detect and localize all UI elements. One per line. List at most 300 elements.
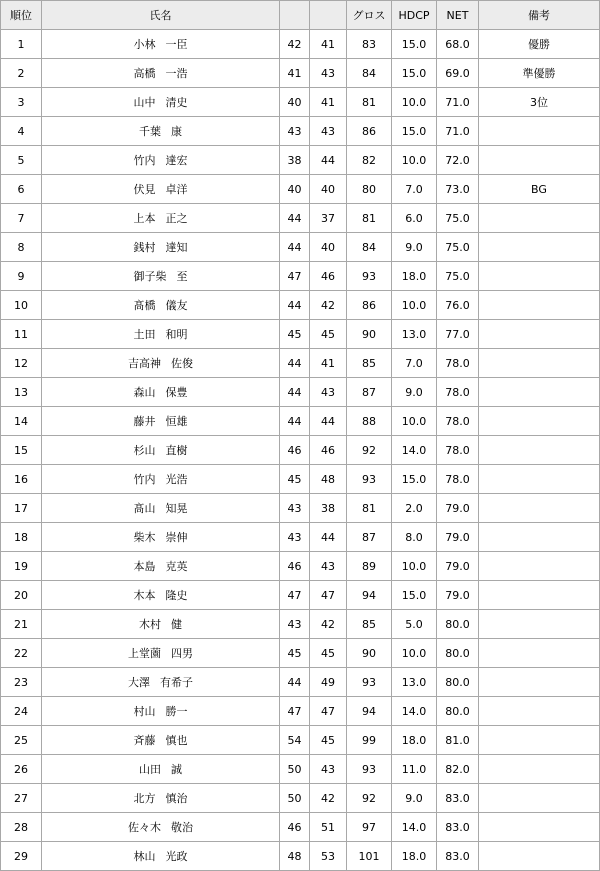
given-name: 有希子 <box>160 676 193 689</box>
hdcp-cell: 6.0 <box>392 204 437 233</box>
in-score-cell: 43 <box>310 755 347 784</box>
in-score-cell: 38 <box>310 494 347 523</box>
net-cell: 78.0 <box>437 407 479 436</box>
gross-cell: 94 <box>347 697 392 726</box>
out-score-cell: 54 <box>280 726 310 755</box>
name-cell <box>42 146 280 175</box>
hdcp-cell: 8.0 <box>392 523 437 552</box>
hdcp-cell: 10.0 <box>392 552 437 581</box>
family-name: 御子柴 <box>133 270 167 283</box>
header-name: 氏名 <box>42 1 280 30</box>
rank-cell: 28 <box>1 813 42 842</box>
out-score-cell: 40 <box>280 175 310 204</box>
gross-cell: 87 <box>347 378 392 407</box>
hdcp-cell: 15.0 <box>392 465 437 494</box>
gross-cell: 86 <box>347 291 392 320</box>
net-cell: 78.0 <box>437 378 479 407</box>
name-cell <box>42 552 280 581</box>
net-cell: 79.0 <box>437 494 479 523</box>
in-score-cell: 44 <box>310 523 347 552</box>
table-row <box>1 697 600 726</box>
hdcp-cell: 9.0 <box>392 233 437 262</box>
hdcp-cell: 15.0 <box>392 30 437 59</box>
gross-cell: 81 <box>347 88 392 117</box>
gross-cell: 81 <box>347 494 392 523</box>
gross-cell: 81 <box>347 204 392 233</box>
out-score-cell: 47 <box>280 581 310 610</box>
note-cell <box>479 233 600 262</box>
header-note: 備考 <box>479 1 600 30</box>
gross-cell: 101 <box>347 842 392 871</box>
gross-cell: 87 <box>347 523 392 552</box>
name-cell <box>42 465 280 494</box>
out-score-cell: 44 <box>280 233 310 262</box>
given-name: 勝一 <box>165 705 188 718</box>
hdcp-cell: 15.0 <box>392 117 437 146</box>
net-cell: 79.0 <box>437 581 479 610</box>
family-name: 村山 <box>133 705 156 718</box>
out-score-cell: 43 <box>280 523 310 552</box>
table-row <box>1 30 600 59</box>
header-gross: グロス <box>347 1 392 30</box>
net-cell: 71.0 <box>437 88 479 117</box>
note-cell <box>479 784 600 813</box>
gross-cell: 84 <box>347 233 392 262</box>
note-cell <box>479 755 600 784</box>
hdcp-cell: 7.0 <box>392 175 437 204</box>
note-cell <box>479 291 600 320</box>
rank-cell: 19 <box>1 552 42 581</box>
in-score-cell: 47 <box>310 581 347 610</box>
name-cell <box>42 30 280 59</box>
name-cell <box>42 610 280 639</box>
table-row <box>1 175 600 204</box>
gross-cell: 90 <box>347 639 392 668</box>
net-cell: 80.0 <box>437 610 479 639</box>
name-cell <box>42 320 280 349</box>
table-body <box>1 30 600 871</box>
rank-cell: 11 <box>1 320 42 349</box>
given-name: 康 <box>171 125 182 138</box>
header-out <box>280 1 310 30</box>
table-row <box>1 117 600 146</box>
rank-cell: 17 <box>1 494 42 523</box>
gross-cell: 89 <box>347 552 392 581</box>
family-name: 上堂薗 <box>128 647 161 660</box>
hdcp-cell: 18.0 <box>392 842 437 871</box>
note-cell <box>479 407 600 436</box>
given-name: 四男 <box>171 647 193 660</box>
hdcp-cell: 5.0 <box>392 610 437 639</box>
in-score-cell: 43 <box>310 59 347 88</box>
gross-cell: 80 <box>347 175 392 204</box>
table-row <box>1 610 600 639</box>
table-row <box>1 407 600 436</box>
gross-cell: 93 <box>347 465 392 494</box>
net-cell: 79.0 <box>437 523 479 552</box>
note-cell <box>479 349 600 378</box>
gross-cell: 82 <box>347 146 392 175</box>
name-cell <box>42 233 280 262</box>
in-score-cell: 47 <box>310 697 347 726</box>
net-cell: 78.0 <box>437 349 479 378</box>
in-score-cell: 42 <box>310 784 347 813</box>
out-score-cell: 44 <box>280 668 310 697</box>
rank-cell: 9 <box>1 262 42 291</box>
rank-cell: 26 <box>1 755 42 784</box>
out-score-cell: 44 <box>280 378 310 407</box>
table-row <box>1 436 600 465</box>
out-score-cell: 45 <box>280 465 310 494</box>
note-cell: BG <box>479 175 600 204</box>
rank-cell: 24 <box>1 697 42 726</box>
out-score-cell: 44 <box>280 204 310 233</box>
net-cell: 83.0 <box>437 813 479 842</box>
out-score-cell: 45 <box>280 639 310 668</box>
given-name: 一臣 <box>165 38 188 51</box>
note-cell <box>479 262 600 291</box>
header-hdcp: HDCP <box>392 1 437 30</box>
name-cell <box>42 436 280 465</box>
header-rank: 順位 <box>1 1 42 30</box>
out-score-cell: 50 <box>280 755 310 784</box>
net-cell: 68.0 <box>437 30 479 59</box>
net-cell: 82.0 <box>437 755 479 784</box>
table-header <box>1 1 600 30</box>
family-name: 髙橋 <box>133 299 156 312</box>
name-cell <box>42 175 280 204</box>
hdcp-cell: 15.0 <box>392 581 437 610</box>
note-cell <box>479 378 600 407</box>
out-score-cell: 45 <box>280 320 310 349</box>
note-cell <box>479 726 600 755</box>
net-cell: 73.0 <box>437 175 479 204</box>
out-score-cell: 44 <box>280 291 310 320</box>
gross-cell: 93 <box>347 668 392 697</box>
name-cell <box>42 378 280 407</box>
in-score-cell: 40 <box>310 175 347 204</box>
name-cell <box>42 88 280 117</box>
out-score-cell: 46 <box>280 552 310 581</box>
hdcp-cell: 2.0 <box>392 494 437 523</box>
note-cell <box>479 639 600 668</box>
family-name: 上本 <box>133 212 156 225</box>
rank-cell: 13 <box>1 378 42 407</box>
table-row <box>1 581 600 610</box>
net-cell: 79.0 <box>437 552 479 581</box>
note-cell <box>479 813 600 842</box>
hdcp-cell: 14.0 <box>392 813 437 842</box>
name-cell <box>42 581 280 610</box>
in-score-cell: 44 <box>310 407 347 436</box>
out-score-cell: 43 <box>280 117 310 146</box>
table-row <box>1 204 600 233</box>
table-row <box>1 88 600 117</box>
hdcp-cell: 14.0 <box>392 436 437 465</box>
net-cell: 77.0 <box>437 320 479 349</box>
family-name: 山田 <box>139 763 161 776</box>
family-name: 吉高神 <box>128 357 161 370</box>
rank-cell: 25 <box>1 726 42 755</box>
note-cell <box>479 465 600 494</box>
in-score-cell: 45 <box>310 726 347 755</box>
given-name: 光政 <box>165 850 188 863</box>
table-row <box>1 233 600 262</box>
given-name: 慎治 <box>165 792 188 805</box>
in-score-cell: 40 <box>310 233 347 262</box>
gross-cell: 93 <box>347 262 392 291</box>
in-score-cell: 37 <box>310 204 347 233</box>
net-cell: 80.0 <box>437 639 479 668</box>
note-cell <box>479 436 600 465</box>
note-cell <box>479 552 600 581</box>
note-cell: 準優勝 <box>479 59 600 88</box>
name-cell <box>42 784 280 813</box>
note-cell <box>479 842 600 871</box>
net-cell: 71.0 <box>437 117 479 146</box>
rank-cell: 18 <box>1 523 42 552</box>
net-cell: 78.0 <box>437 465 479 494</box>
family-name: 小林 <box>133 38 156 51</box>
note-cell <box>479 581 600 610</box>
hdcp-cell: 15.0 <box>392 59 437 88</box>
table-row <box>1 552 600 581</box>
name-cell <box>42 523 280 552</box>
given-name: 佐俊 <box>171 357 193 370</box>
gross-cell: 92 <box>347 436 392 465</box>
net-cell: 80.0 <box>437 668 479 697</box>
in-score-cell: 46 <box>310 436 347 465</box>
rank-cell: 12 <box>1 349 42 378</box>
given-name: 健 <box>171 618 182 631</box>
family-name: 髙山 <box>133 502 156 515</box>
header-in <box>310 1 347 30</box>
out-score-cell: 44 <box>280 407 310 436</box>
rank-cell: 16 <box>1 465 42 494</box>
family-name: 千葉 <box>139 125 161 138</box>
out-score-cell: 47 <box>280 262 310 291</box>
name-cell <box>42 842 280 871</box>
family-name: 伏見 <box>133 183 156 196</box>
in-score-cell: 45 <box>310 639 347 668</box>
out-score-cell: 44 <box>280 349 310 378</box>
rank-cell: 15 <box>1 436 42 465</box>
table-row <box>1 726 600 755</box>
rank-cell: 4 <box>1 117 42 146</box>
gross-cell: 85 <box>347 349 392 378</box>
family-name: 森山 <box>133 386 156 399</box>
rank-cell: 8 <box>1 233 42 262</box>
family-name: 大澤 <box>128 676 150 689</box>
table-row <box>1 465 600 494</box>
rank-cell: 2 <box>1 59 42 88</box>
gross-cell: 84 <box>347 59 392 88</box>
gross-cell: 92 <box>347 784 392 813</box>
in-score-cell: 43 <box>310 378 347 407</box>
family-name: 林山 <box>133 850 156 863</box>
table-row <box>1 59 600 88</box>
hdcp-cell: 14.0 <box>392 697 437 726</box>
name-cell <box>42 668 280 697</box>
family-name: 銭村 <box>133 241 156 254</box>
net-cell: 75.0 <box>437 204 479 233</box>
rank-cell: 3 <box>1 88 42 117</box>
family-name: 木本 <box>133 589 156 602</box>
out-score-cell: 40 <box>280 88 310 117</box>
hdcp-cell: 10.0 <box>392 146 437 175</box>
given-name: 恒雄 <box>165 415 188 428</box>
name-cell <box>42 755 280 784</box>
hdcp-cell: 10.0 <box>392 639 437 668</box>
out-score-cell: 48 <box>280 842 310 871</box>
in-score-cell: 43 <box>310 552 347 581</box>
note-cell <box>479 668 600 697</box>
rank-cell: 27 <box>1 784 42 813</box>
name-cell <box>42 59 280 88</box>
gross-cell: 93 <box>347 755 392 784</box>
given-name: 清史 <box>165 96 188 109</box>
name-cell <box>42 407 280 436</box>
in-score-cell: 46 <box>310 262 347 291</box>
rank-cell: 21 <box>1 610 42 639</box>
gross-cell: 97 <box>347 813 392 842</box>
gross-cell: 90 <box>347 320 392 349</box>
note-cell <box>479 320 600 349</box>
in-score-cell: 43 <box>310 117 347 146</box>
family-name: 竹内 <box>133 473 156 486</box>
family-name: 斉藤 <box>133 734 156 747</box>
net-cell: 83.0 <box>437 784 479 813</box>
given-name: 敬治 <box>171 821 193 834</box>
note-cell <box>479 117 600 146</box>
net-cell: 81.0 <box>437 726 479 755</box>
rank-cell: 10 <box>1 291 42 320</box>
net-cell: 76.0 <box>437 291 479 320</box>
note-cell <box>479 494 600 523</box>
table-row <box>1 262 600 291</box>
out-score-cell: 43 <box>280 610 310 639</box>
given-name: 光浩 <box>165 473 188 486</box>
in-score-cell: 42 <box>310 291 347 320</box>
out-score-cell: 38 <box>280 146 310 175</box>
hdcp-cell: 10.0 <box>392 291 437 320</box>
given-name: 誠 <box>171 763 182 776</box>
in-score-cell: 51 <box>310 813 347 842</box>
gross-cell: 88 <box>347 407 392 436</box>
header-row <box>1 1 600 30</box>
rank-cell: 22 <box>1 639 42 668</box>
name-cell <box>42 813 280 842</box>
gross-cell: 94 <box>347 581 392 610</box>
gross-cell: 83 <box>347 30 392 59</box>
gross-cell: 86 <box>347 117 392 146</box>
given-name: 至 <box>176 270 188 283</box>
name-cell <box>42 117 280 146</box>
note-cell <box>479 204 600 233</box>
net-cell: 78.0 <box>437 436 479 465</box>
given-name: 隆史 <box>165 589 188 602</box>
in-score-cell: 41 <box>310 88 347 117</box>
net-cell: 80.0 <box>437 697 479 726</box>
rank-cell: 14 <box>1 407 42 436</box>
name-cell <box>42 291 280 320</box>
note-cell <box>479 523 600 552</box>
net-cell: 75.0 <box>437 233 479 262</box>
family-name: 高橋 <box>133 67 156 80</box>
hdcp-cell: 10.0 <box>392 407 437 436</box>
given-name: 知晃 <box>165 502 188 515</box>
table-row <box>1 494 600 523</box>
name-cell <box>42 349 280 378</box>
in-score-cell: 42 <box>310 610 347 639</box>
hdcp-cell: 7.0 <box>392 349 437 378</box>
family-name: 竹内 <box>133 154 156 167</box>
family-name: 佐々木 <box>128 821 161 834</box>
name-cell <box>42 494 280 523</box>
note-cell: 3位 <box>479 88 600 117</box>
table-row <box>1 639 600 668</box>
hdcp-cell: 18.0 <box>392 262 437 291</box>
rank-cell: 23 <box>1 668 42 697</box>
table-row <box>1 349 600 378</box>
out-score-cell: 50 <box>280 784 310 813</box>
gross-cell: 99 <box>347 726 392 755</box>
given-name: 達宏 <box>165 154 188 167</box>
out-score-cell: 41 <box>280 59 310 88</box>
table-row <box>1 842 600 871</box>
name-cell <box>42 262 280 291</box>
net-cell: 69.0 <box>437 59 479 88</box>
note-cell <box>479 697 600 726</box>
hdcp-cell: 13.0 <box>392 320 437 349</box>
name-cell <box>42 726 280 755</box>
given-name: 正之 <box>165 212 188 225</box>
gross-cell: 85 <box>347 610 392 639</box>
table-row <box>1 813 600 842</box>
table-row <box>1 146 600 175</box>
hdcp-cell: 10.0 <box>392 88 437 117</box>
rank-cell: 5 <box>1 146 42 175</box>
hdcp-cell: 18.0 <box>392 726 437 755</box>
rank-cell: 7 <box>1 204 42 233</box>
family-name: 木村 <box>139 618 161 631</box>
net-cell: 75.0 <box>437 262 479 291</box>
given-name: 卓洋 <box>165 183 188 196</box>
out-score-cell: 43 <box>280 494 310 523</box>
given-name: 直樹 <box>165 444 188 457</box>
name-cell <box>42 697 280 726</box>
out-score-cell: 46 <box>280 436 310 465</box>
given-name: 達知 <box>165 241 188 254</box>
hdcp-cell: 13.0 <box>392 668 437 697</box>
rank-cell: 6 <box>1 175 42 204</box>
note-cell: 優勝 <box>479 30 600 59</box>
given-name: 保豊 <box>165 386 188 399</box>
in-score-cell: 53 <box>310 842 347 871</box>
family-name: 山中 <box>133 96 156 109</box>
in-score-cell: 48 <box>310 465 347 494</box>
table-row <box>1 291 600 320</box>
net-cell: 83.0 <box>437 842 479 871</box>
family-name: 杉山 <box>133 444 156 457</box>
in-score-cell: 49 <box>310 668 347 697</box>
family-name: 柴木 <box>133 531 156 544</box>
out-score-cell: 42 <box>280 30 310 59</box>
out-score-cell: 46 <box>280 813 310 842</box>
family-name: 藤井 <box>133 415 156 428</box>
in-score-cell: 41 <box>310 349 347 378</box>
note-cell <box>479 146 600 175</box>
